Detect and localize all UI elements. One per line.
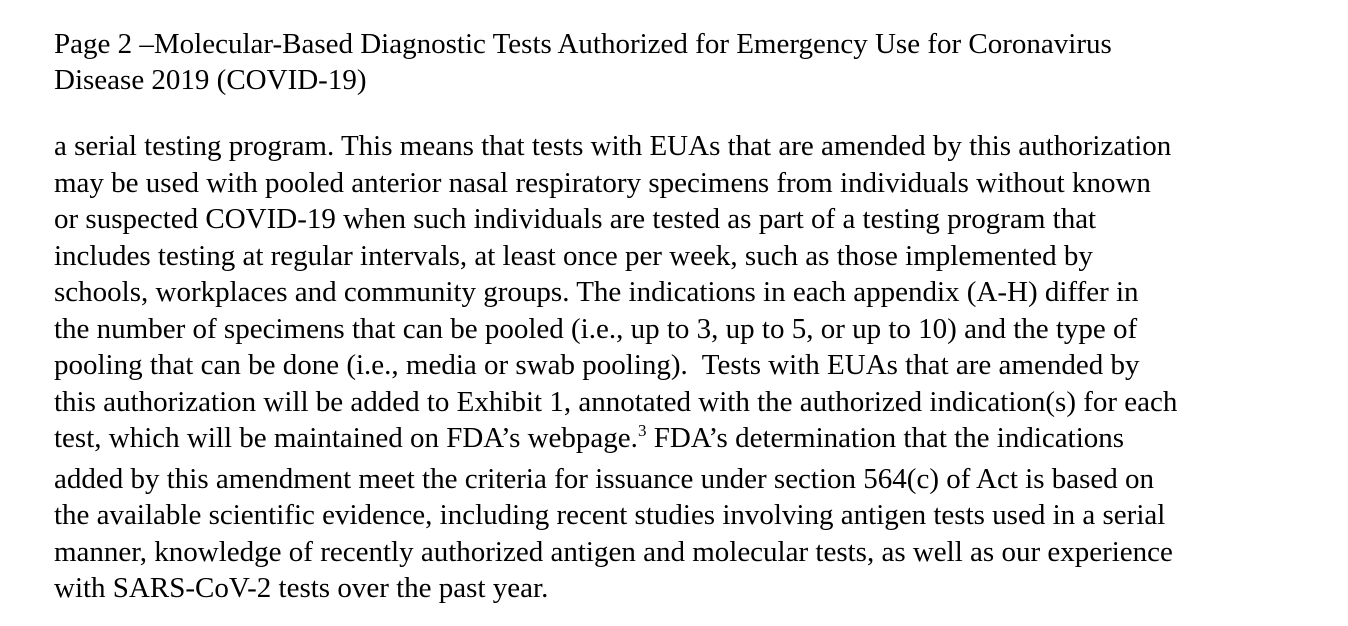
footnote-reference[interactable]: 3 bbox=[637, 421, 647, 440]
body-line: pooling that can be done (i.e., media or swab pooling). Tests with EUAs that are amended by bbox=[54, 349, 1140, 381]
footnote-line-before: test, which will be maintained on FDA’s webpage. bbox=[54, 422, 638, 454]
body-line: added by this amendment meet the criteria for issuance under section 564(c) of Act is based on bbox=[54, 462, 1155, 495]
body-line: with SARS-CoV-2 tests over the past year. bbox=[54, 572, 549, 604]
body-line: manner, knowledge of recently authorized antigen and molecular tests, as well as our experience bbox=[54, 535, 1173, 568]
page-header-line-1: Page 2 –Molecular-Based Diagnostic Tests Authorized for Emergency Use for Coronavirus bbox=[54, 28, 1112, 60]
body-line: includes testing at regular intervals, at least once per week, such as those implemented by bbox=[54, 239, 1093, 272]
body-line: the number of specimens that can be pooled (i.e., up to 3, up to 5, or up to 10) and the type of bbox=[54, 312, 1138, 345]
body-line: may be used with pooled anterior nasal respiratory specimens from individuals without known bbox=[54, 166, 1151, 199]
page-header bbox=[54, 26, 1112, 98]
body-line: schools, workplaces and community groups. The indications in each appendix (A-H) differ in bbox=[54, 276, 1139, 308]
body-line: the available scientific evidence, including recent studies involving antigen tests used in a serial bbox=[54, 499, 1166, 531]
page-header-line-2: Disease 2019 (COVID-19) bbox=[54, 64, 367, 96]
footnote-line-after: FDA’s determination that the indications bbox=[646, 422, 1125, 454]
body-line-with-footnote bbox=[54, 420, 1177, 461]
body-line: a serial testing program. This means that tests with EUAs that are amended by this authorization bbox=[54, 130, 1172, 162]
body-paragraph bbox=[54, 128, 1177, 607]
body-line: or suspected COVID-19 when such individuals are tested as part of a testing program that bbox=[54, 203, 1097, 235]
body-line: this authorization will be added to Exhibit 1, annotated with the authorized indication(s) for each bbox=[54, 385, 1178, 418]
